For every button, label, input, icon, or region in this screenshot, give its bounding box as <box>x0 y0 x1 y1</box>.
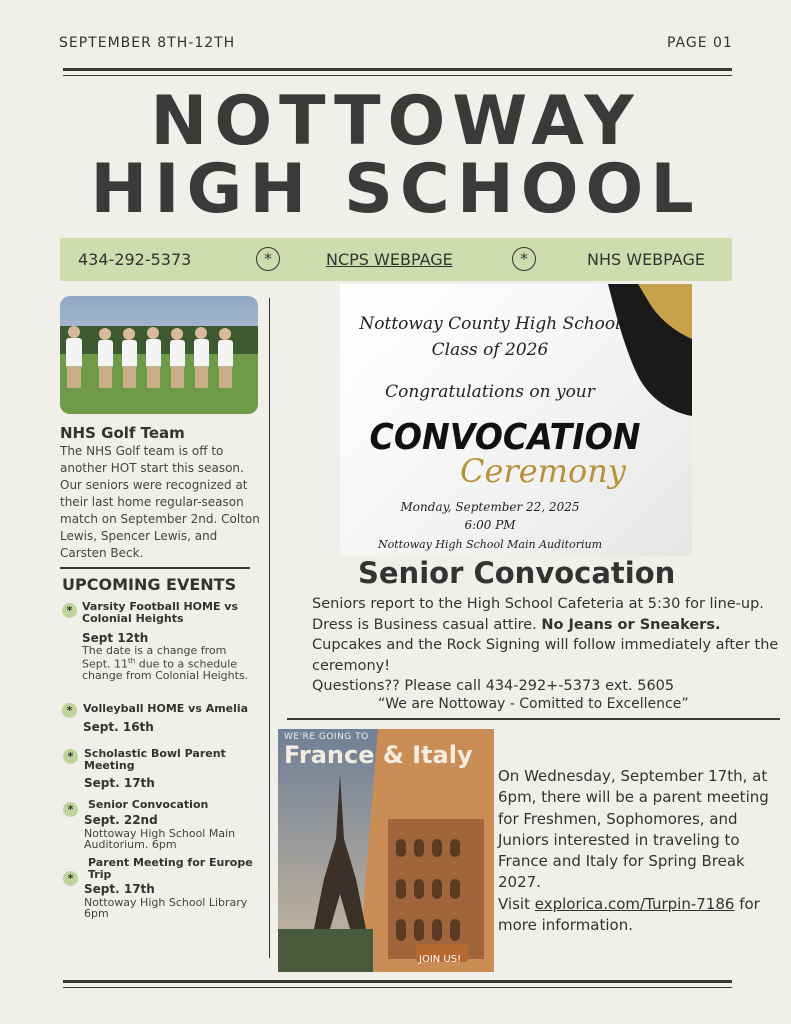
top-rule-2 <box>63 75 732 76</box>
asterisk-icon: * <box>256 247 280 271</box>
nhs-webpage-link[interactable]: NHS WEBPAGE <box>587 250 705 269</box>
event-title: Varsity Football HOME vs Colonial Heights <box>82 600 239 625</box>
trip-image-top: WE'RE GOING TO <box>284 732 369 742</box>
dress-warning: No Jeans or Sneakers. <box>541 616 721 633</box>
contact-band <box>60 238 732 281</box>
page-number: PAGE 01 <box>667 35 733 51</box>
explorica-link[interactable]: explorica.com/Turpin-7186 <box>534 894 735 913</box>
convocation-flyer-image <box>340 284 692 556</box>
flyer-date: Monday, September 22, 2025 <box>400 500 580 514</box>
bottom-rule-2 <box>63 987 732 988</box>
convocation-line-3: Cupcakes and the Rock Signing will follow immediately after the ceremony! <box>312 637 779 674</box>
trip-image-title: France & Italy <box>284 741 473 769</box>
golf-team-photo <box>60 296 258 414</box>
convocation-line-2: Dress is Business casual attire. No Jeans or Sneakers. <box>312 616 721 633</box>
flyer-venue: Nottoway High School Main Auditorium <box>377 538 602 551</box>
flyer-class: Class of 2026 <box>431 340 549 360</box>
trip-description: On Wednesday, September 17th, at 6pm, there will be a parent meeting for Freshmen, Sophomores, and Juniors interested in traveling to France and Italy for Spring Break 2027. Visit explorica.com/Turpin-7186 for more information. <box>498 767 769 935</box>
event-title: Parent Meeting for Europe Trip <box>88 856 253 881</box>
convocation-heading: Senior Convocation <box>358 556 676 590</box>
event-title: Senior Convocation <box>88 798 209 811</box>
join-us-button: JOIN US! <box>419 954 462 965</box>
school-motto: “We are Nottoway - Comitted to Excellence” <box>378 696 689 712</box>
events-top-rule <box>60 567 250 569</box>
flyer-school-name: Nottoway County High School <box>359 314 621 334</box>
convocation-rule <box>287 718 780 720</box>
event-date: Sept. 16th <box>83 720 154 734</box>
issue-dates: SEPTEMBER 8TH-12TH <box>59 35 236 51</box>
asterisk-icon: * <box>63 871 78 886</box>
flyer-congrats: Congratulations on your <box>385 382 595 402</box>
event-date: Sept. 17th <box>84 882 155 896</box>
event-note: The date is a change from Sept. 11th due to a schedule change from Colonial Heights. <box>82 644 249 682</box>
event-note: Nottoway High School Library 6pm <box>84 896 248 920</box>
convocation-body <box>312 594 782 697</box>
events-heading: UPCOMING EVENTS <box>62 575 237 594</box>
event-date: Sept. 17th <box>84 776 155 790</box>
event-title: Volleyball HOME vs Amelia <box>83 702 249 715</box>
bottom-rule-1 <box>63 980 732 983</box>
asterisk-icon: * <box>512 247 536 271</box>
ncps-webpage-link[interactable]: NCPS WEBPAGE <box>326 250 453 269</box>
flyer-ceremony: Ceremony <box>460 452 626 490</box>
column-divider <box>269 298 270 958</box>
phone-number: 434-292-5373 <box>78 250 192 269</box>
flyer-time: 6:00 PM <box>464 518 516 532</box>
convocation-line-4: Questions?? Please call 434-292+-5373 ext. 5605 <box>312 678 675 694</box>
top-rule-1 <box>63 68 732 71</box>
asterisk-icon: * <box>63 802 78 817</box>
asterisk-icon: * <box>62 603 77 618</box>
golf-body: The NHS Golf team is off to another HOT start this season. Our seniors were recognized at their last home regular-season match on September 2nd. Colton Lewis, Spencer Lewis, and Carsten Beck. <box>60 444 260 560</box>
flyer-convocation: CONVOCATION <box>369 417 641 458</box>
masthead-line-2: HIGH SCHOOL <box>90 150 701 229</box>
event-date: Sept 12th <box>82 631 149 645</box>
masthead-line-1: NOTTOWAY <box>150 82 641 161</box>
event-date: Sept. 22nd <box>84 813 158 827</box>
event-note: Nottoway High School Main Auditorium. 6pm <box>84 827 236 851</box>
asterisk-icon: * <box>62 703 77 718</box>
golf-heading: NHS Golf Team <box>60 424 185 442</box>
france-italy-trip-image <box>278 729 494 972</box>
convocation-line-1: Seniors report to the High School Cafeteria at 5:30 for line-up. <box>312 596 764 612</box>
asterisk-icon: * <box>63 749 78 764</box>
event-title: Scholastic Bowl Parent Meeting <box>84 747 226 772</box>
